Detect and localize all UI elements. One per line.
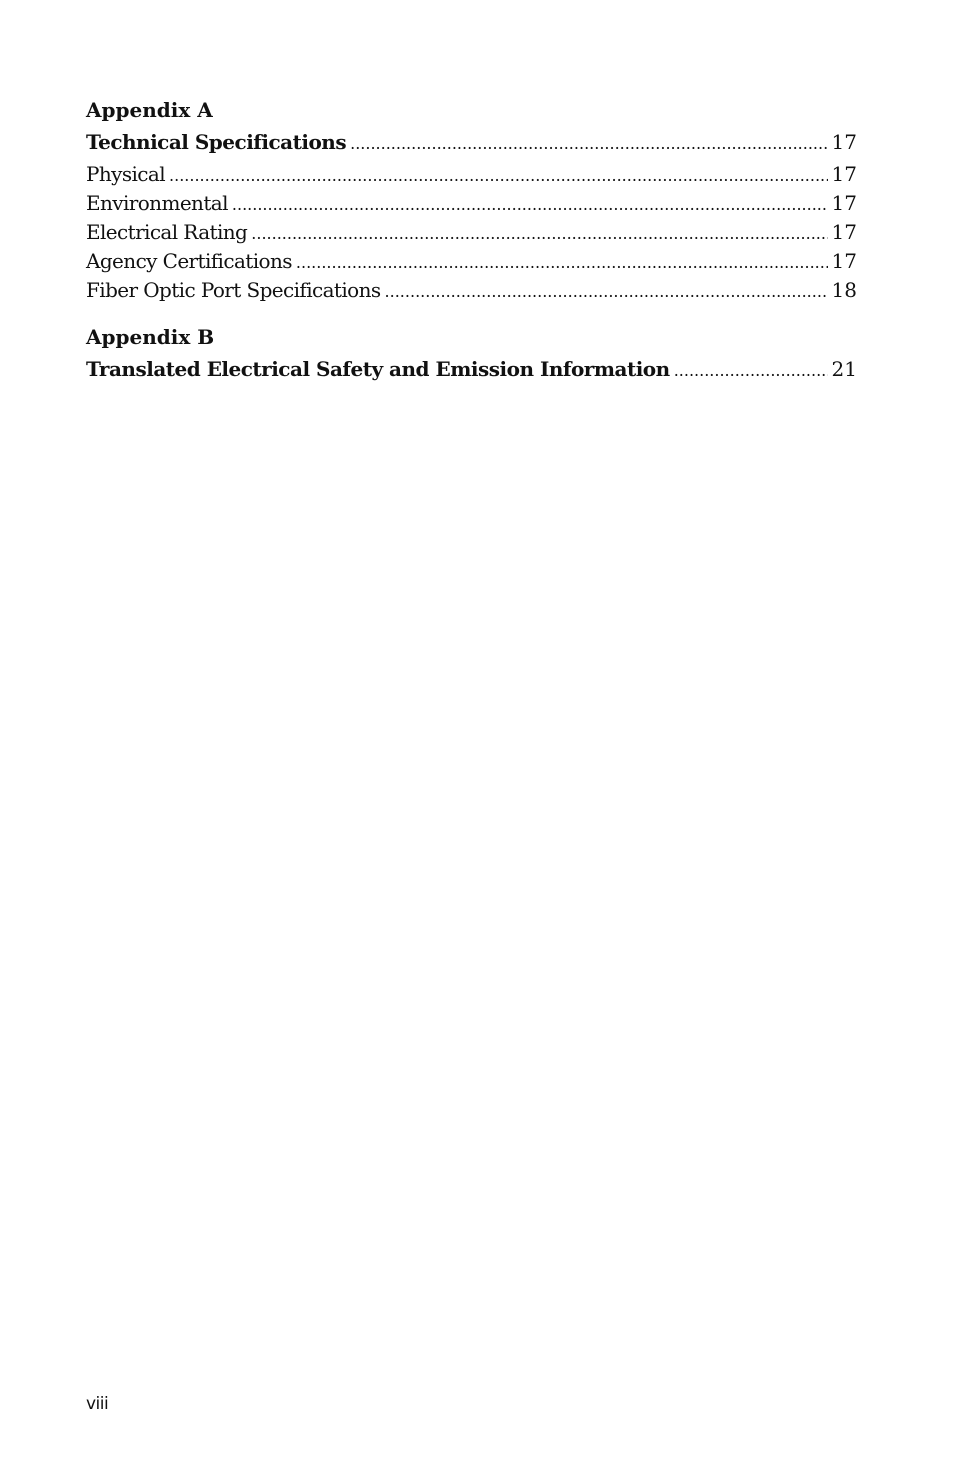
toc-entry-label: Technical Specifications: [86, 130, 347, 154]
toc-entry-page: 17: [831, 249, 857, 273]
appendix-b-heading: Appendix B: [86, 325, 215, 349]
dot-leader: [350, 126, 827, 162]
toc-entry-translated-safety-information[interactable]: [86, 351, 857, 387]
dot-leader: [296, 248, 828, 277]
dot-leader: [674, 353, 828, 389]
toc-entry-page: 17: [831, 130, 857, 154]
toc-entry-label: Agency Certifications: [86, 249, 292, 273]
toc-entry-fiber-optic-port-specifications[interactable]: [86, 276, 857, 305]
toc-entry-page: 17: [831, 162, 857, 186]
dot-leader: [169, 161, 828, 190]
toc-entry-page: 17: [831, 220, 857, 244]
toc-entry-page: 17: [831, 191, 857, 215]
toc-entry-electrical-rating[interactable]: [86, 218, 857, 247]
section-spacer: [86, 305, 857, 323]
toc-entry-physical[interactable]: [86, 160, 857, 189]
toc-entry-page: 21: [831, 357, 857, 381]
dot-leader: [385, 277, 828, 306]
toc-entry-label: Fiber Optic Port Specifications: [86, 278, 381, 302]
toc-entry-label: Physical: [86, 162, 166, 186]
appendix-a-heading: Appendix A: [86, 98, 213, 122]
toc-entry-agency-certifications[interactable]: [86, 247, 857, 276]
toc-entry-environmental[interactable]: [86, 189, 857, 218]
toc-entry-label: Electrical Rating: [86, 220, 248, 244]
dot-leader: [251, 219, 827, 248]
table-of-contents: [86, 96, 857, 387]
dot-leader: [232, 190, 828, 219]
toc-entry-label: Translated Electrical Safety and Emission Information: [86, 357, 670, 381]
toc-entry-technical-specifications[interactable]: [86, 124, 857, 160]
toc-entry-label: Environmental: [86, 191, 228, 215]
page-number: viii: [86, 1394, 109, 1414]
toc-entry-page: 18: [831, 278, 857, 302]
